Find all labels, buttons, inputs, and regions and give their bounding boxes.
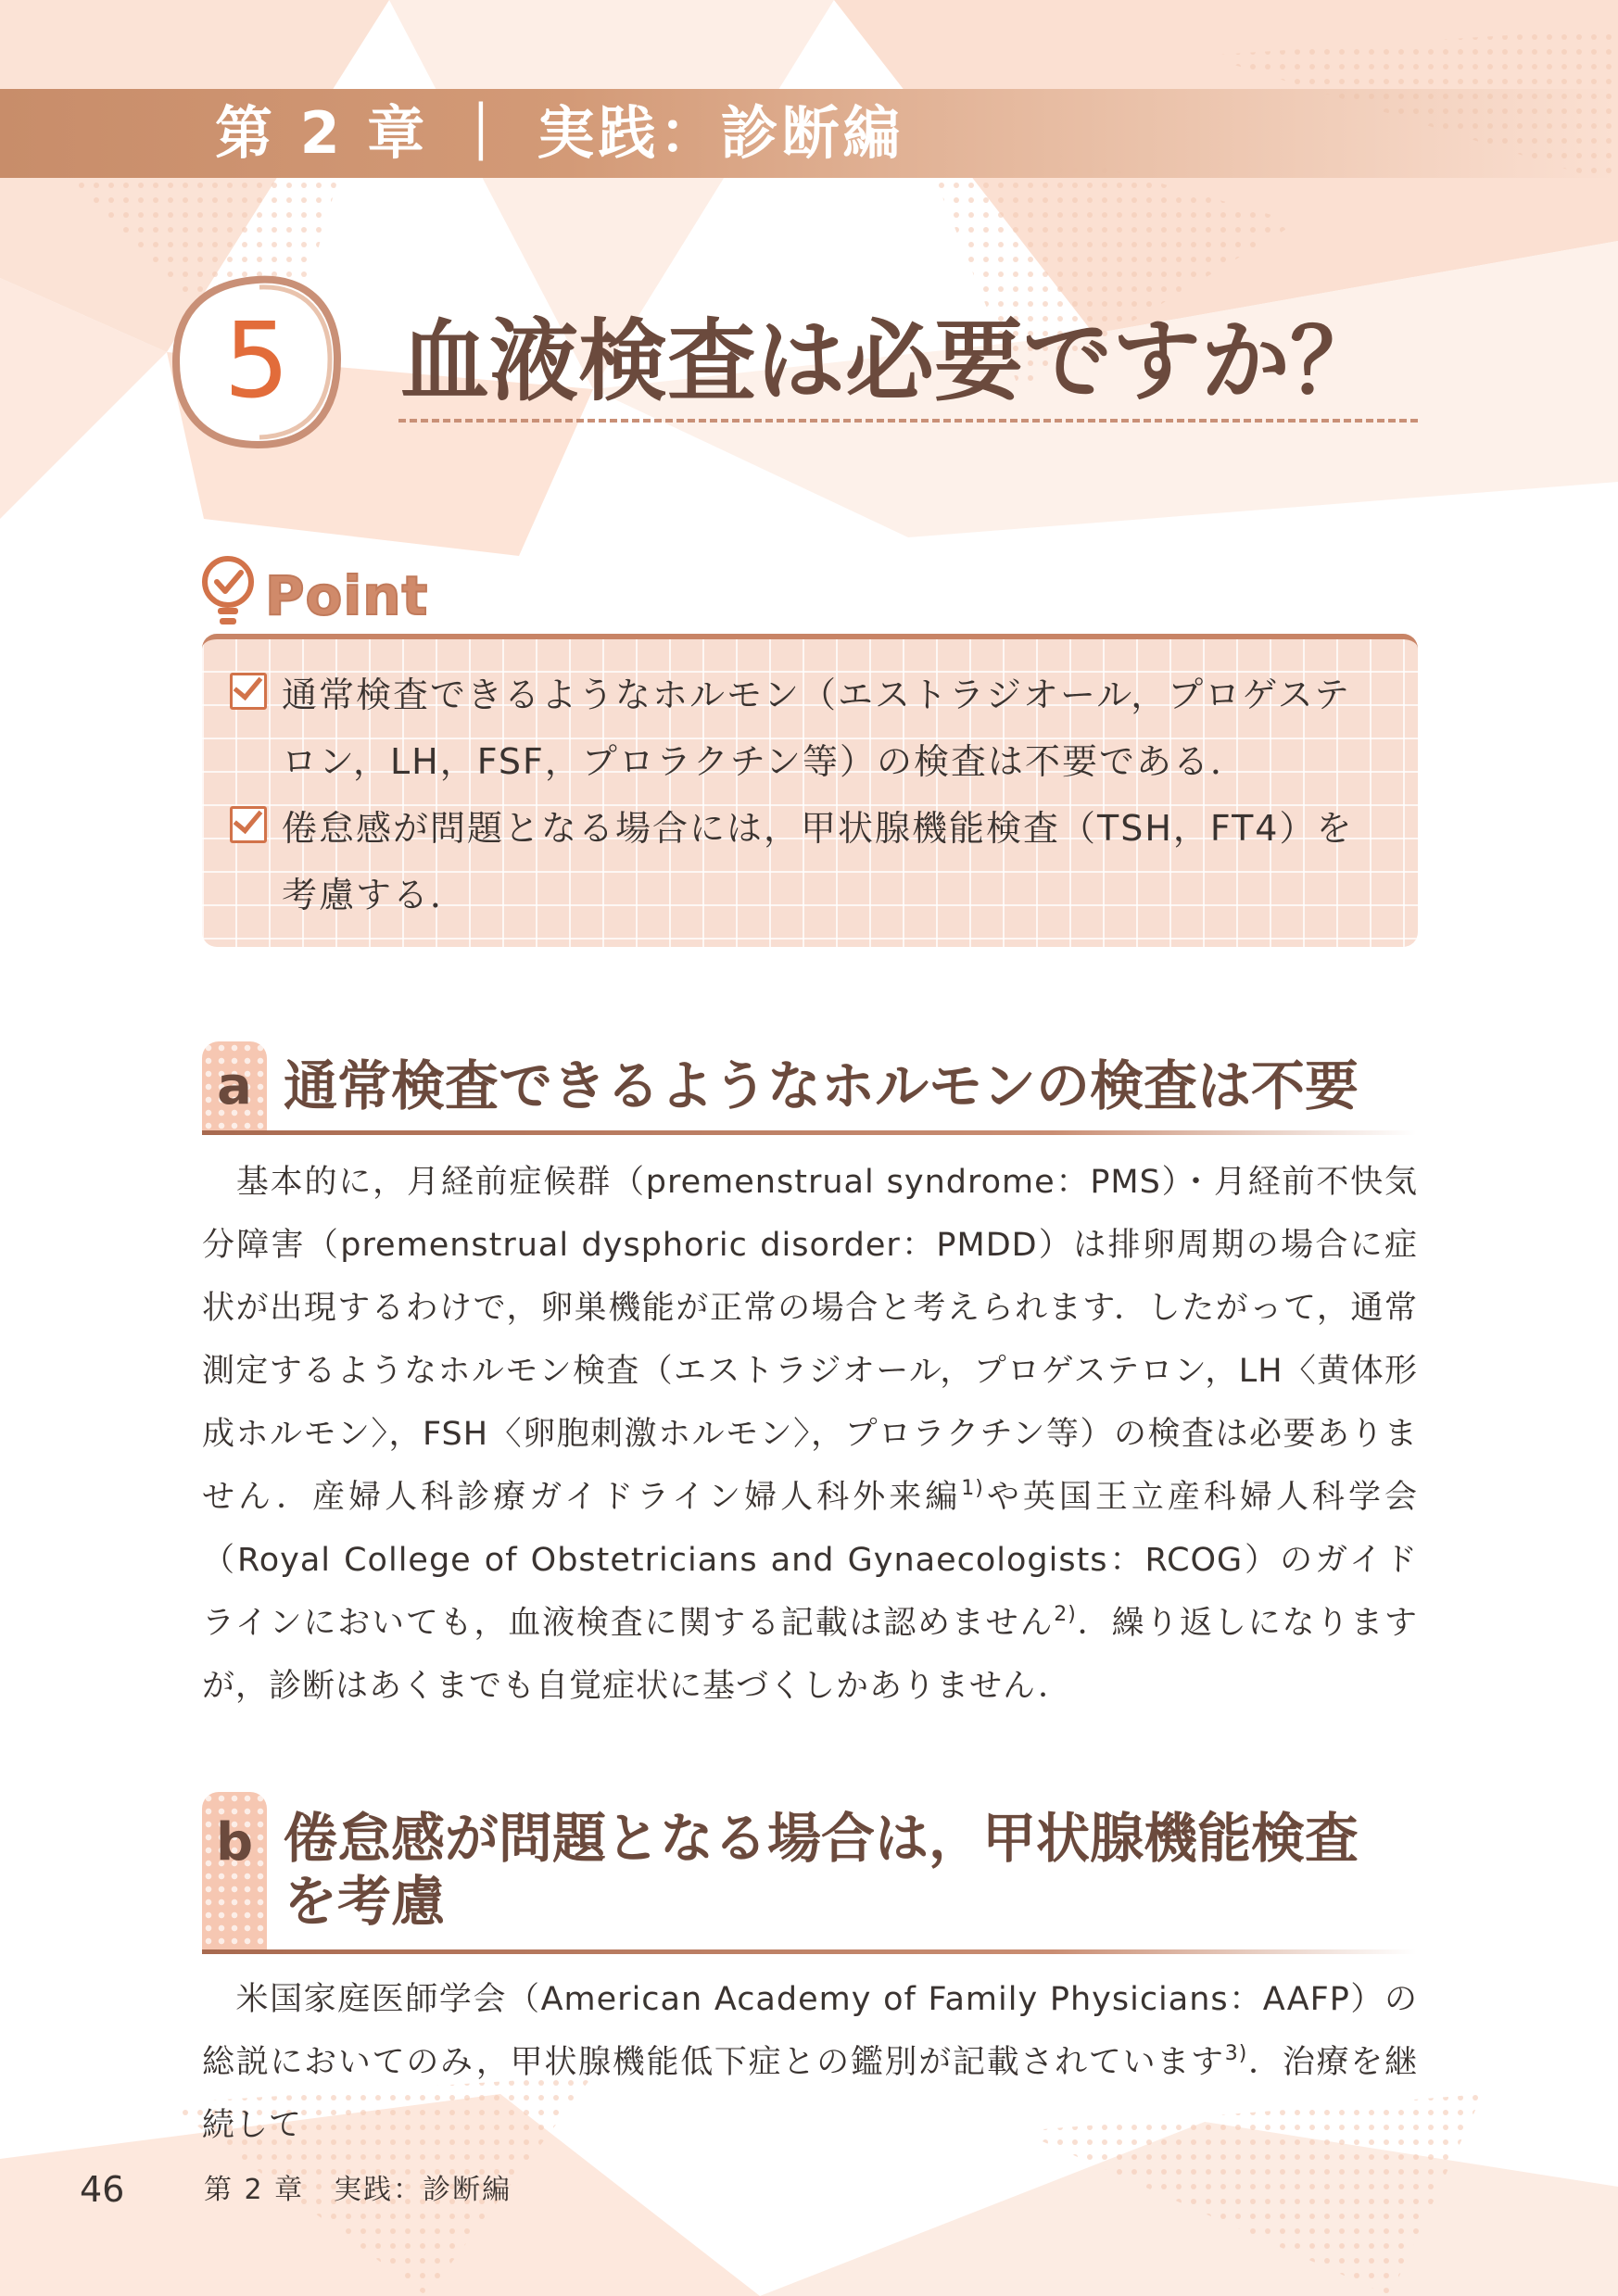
subsection-title-line: を考慮 (284, 1870, 446, 1933)
paragraph-text: 米国家庭医師学会（American Academy of Family Physicians：AAFP）の総説においてのみ，甲状腺機能低下症との鑑別が記載されています (202, 1981, 1418, 2081)
point-item-line: 通常検査できるようなホルモン（エストラジオール，プロゲステ (282, 675, 1351, 715)
reference-marker: 3) (1224, 2042, 1248, 2065)
point-item-line: 倦怠感が問題となる場合には，甲状腺機能検査（TSH，FT4）を (282, 808, 1354, 849)
subsection-rule (202, 1130, 1416, 1135)
subsection-heading-a (202, 1041, 1416, 1134)
subsection-letter: a (202, 1041, 267, 1132)
lightbulb-check-icon (198, 552, 258, 636)
section-number: 5 (223, 301, 290, 422)
paragraph-text: ．治療を継続して (202, 2044, 1418, 2144)
section-title-underline (398, 419, 1418, 423)
section-title: 血液検査は必要ですか？ (400, 309, 1379, 413)
paragraph-text: ．繰り返しになりますが，診断はあくまでも自覚症状に基づくしかありません． (202, 1605, 1418, 1705)
point-item-line: ロン，LH，FSF，プロラクチン等）の検査は不要である． (282, 741, 1247, 782)
point-box (202, 634, 1418, 947)
body-paragraph-b (202, 1968, 1418, 2157)
paragraph-text: 基本的に，月経前症候群（premenstrual syndrome：PMS）・月経前不快気分障害（premenstrual dysphoric disorder：PMDD）は排卵周期の場合に症状が出現するわけで，卵巣機能が正常の場合と考えられます．したがって，通常測定するようなホルモン検査（エストラジオール，プロゲステロン，LH〈黄体形成ホルモン〉，FSH〈卵胞刺激ホルモン〉，プロラクチン等）の検査は必要ありません．産婦人科診療ガイドライン婦人科外来編 (202, 1164, 1418, 1516)
body-paragraph-a (202, 1151, 1418, 1718)
subsection-heading-b (202, 1792, 1416, 1955)
page-number: 46 (80, 2169, 125, 2210)
subsection-title-line: 倦怠感が問題となる場合は，甲状腺機能検査 (284, 1807, 1359, 1870)
point-item-text (282, 662, 1394, 795)
chapter-header-band (0, 89, 1618, 178)
subsection-title: 通常検査できるようなホルモンの検査は不要 (284, 1054, 1359, 1117)
subsection-rule (202, 1949, 1416, 1954)
chapter-title: 第 2 章 ｜ 実践：診断編 (215, 99, 904, 167)
reference-marker: 2) (1054, 1603, 1077, 1626)
point-item-line: 考慮する． (282, 875, 468, 915)
paragraph-text: や英国王立産科婦人科学会（Royal College of Obstetricians and Gynaecologists：RCOG）のガイドラインにおいても，血液検査に関する記載は認めません (202, 1479, 1418, 1642)
checkbox-icon (230, 806, 267, 843)
point-label (198, 552, 476, 636)
subsection-title (284, 1807, 1423, 1933)
point-item-text (282, 795, 1394, 928)
subsection-letter: b (202, 1792, 267, 1951)
checkbox-icon (230, 673, 267, 710)
point-label-text: Point (265, 564, 429, 627)
footer-chapter: 第 2 章 実践：診断編 (204, 2174, 512, 2206)
reference-marker: 1) (961, 1477, 984, 1500)
section-number-badge (169, 271, 345, 452)
